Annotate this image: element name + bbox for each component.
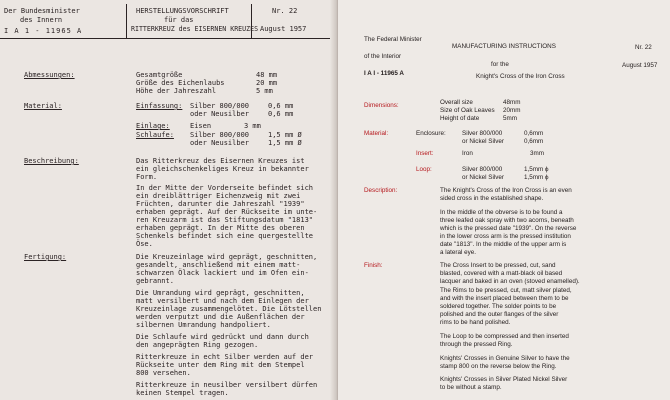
material-value: 3mm: [530, 150, 544, 157]
text-line: Früchten, darunter die Jahreszahl "1939": [136, 200, 305, 208]
document-type: HERSTELLUNGSVORSCHRIFT: [136, 7, 229, 15]
document-date: August 1957: [260, 25, 307, 33]
issuer-line-2: des Innern: [20, 16, 63, 24]
header-divider: [126, 4, 127, 38]
text-line: gebrannt.: [136, 277, 174, 285]
section-label-abmessungen: Abmessungen:: [24, 71, 75, 79]
document-date: August 1957: [622, 62, 658, 69]
section-label-fertigung: Fertigung:: [24, 253, 67, 261]
dimension-value: 48mm: [503, 99, 521, 106]
text-line: 800 versehen.: [136, 369, 191, 377]
subject-title: RITTERKREUZ des EISERNEN KREUZES: [131, 25, 259, 33]
text-line: Ritterkreuze in echt Silber werden auf der: [136, 353, 314, 361]
text-line: ein dreiblättriger Eichenzweig mit zwei: [136, 192, 301, 200]
english-page: [338, 0, 670, 400]
text-line: erhaben geprägt. Auf der Rückseite im unte-: [136, 208, 318, 216]
text-line: Knights' Crosses in Genuine Silver to have the: [440, 355, 570, 362]
text-line: erhaben geprägt. In der Mitte des oberen: [136, 224, 305, 232]
text-line: and with the insert placed between them to be: [440, 295, 569, 302]
material-value: 0,6mm: [524, 130, 544, 137]
header-bottom-rule: [0, 38, 338, 39]
dimension-value: 20mm: [503, 107, 521, 114]
einfassung-label: Einfassung:: [136, 102, 183, 110]
section-label-finish: Finish:: [364, 262, 383, 269]
material-value: 1,5 mm Ø: [268, 131, 302, 139]
text-line: Form.: [136, 173, 158, 181]
section-label-material: Material:: [364, 130, 389, 137]
dimension-value: 48 mm: [256, 71, 278, 79]
dimension-value: 20 mm: [256, 79, 278, 87]
text-line: Rückseite unter dem Ring mit dem Stempel: [136, 361, 305, 369]
text-line: Öse.: [136, 240, 153, 248]
subject-title: Knight's Cross of the Iron Cross: [476, 73, 565, 80]
text-line: Schenkels befindet sich eine quergestellte: [136, 232, 314, 240]
dimension-name: Overall size: [440, 99, 473, 106]
text-line: rims to be hand polished.: [440, 319, 511, 326]
text-line: ren Kreuzarm ist das Stiftungsdatum "1813": [136, 216, 314, 224]
text-line: schwarzen Ölack lackiert und im Ofen ein-: [136, 269, 309, 277]
material-name: oder Neusilber: [190, 139, 250, 147]
document-number: Nr. 22: [635, 44, 652, 51]
material-value: 0,6 mm: [268, 102, 294, 110]
einlage-label: Einlage:: [136, 122, 170, 130]
material-value: 0,6 mm: [268, 110, 294, 118]
document-number: Nr. 22: [272, 7, 298, 15]
material-value: 1,5mm ϕ: [524, 174, 549, 181]
dimension-name: Size of Oak Leaves: [440, 107, 495, 114]
reference-number: I A I - 11965 A: [364, 70, 404, 77]
text-line: to be without a stamp.: [440, 384, 502, 391]
material-value: 1,5 mm Ø: [268, 139, 302, 147]
text-line: Kreuzeinlage zusammengelötet. Die Lötstellen: [136, 305, 322, 313]
text-line: through the pressed Ring.: [440, 341, 513, 348]
dimension-name: Höhe der Jahreszahl: [136, 87, 217, 95]
material-name: oder Neusilber: [190, 110, 250, 118]
text-line: gesandelt, anschließend mit einem matt-: [136, 261, 301, 269]
insert-label: Insert:: [416, 150, 434, 157]
text-line: in the lower cross arm is the pressed institution: [440, 233, 571, 240]
text-line: Die Umrandung wird geprägt, geschnitten,: [136, 289, 305, 297]
material-value: 0,6mm: [524, 138, 544, 145]
material-name: Eisen: [190, 122, 212, 130]
text-line: date "1813". In the middle of the upper arm is: [440, 241, 567, 248]
text-line: Das Ritterkreuz des Eisernen Kreuzes ist: [136, 157, 305, 165]
text-line: silbernen Umrandung handpoliert.: [136, 321, 271, 329]
section-label-beschreibung: Beschreibung:: [24, 157, 79, 165]
text-line: keinen Stempel tragen.: [136, 389, 229, 397]
reference-number: I A 1 - 11965 A: [4, 27, 83, 35]
material-name: or Nickel Silver: [462, 174, 504, 181]
text-line: matt versilbert und nach dem Einlegen der: [136, 297, 309, 305]
document-type: MANUFACTURING INSTRUCTIONS: [452, 43, 556, 50]
loop-label: Loop:: [416, 166, 432, 173]
material-name: Silber 800/000: [190, 102, 250, 110]
dimension-value: 5 mm: [256, 87, 273, 95]
section-label-description: Description:: [364, 187, 398, 194]
text-line: Knights' Crosses in Silver Plated Nickel Silver: [440, 376, 568, 383]
text-line: Ritterkreuze in neusilber versilbert dürfen: [136, 381, 318, 389]
dimension-name: Größe des Eichenlaubs: [136, 79, 225, 87]
issuer-line-2: of the Interior: [364, 53, 402, 60]
material-value: 1,5mm ϕ: [524, 166, 549, 173]
text-line: In the middle of the obverse is to be found a: [440, 209, 563, 216]
for-label: for the: [491, 61, 509, 68]
text-line: stamp 800 on the reverse below the Ring.: [440, 363, 557, 370]
material-value: 3 mm: [244, 122, 261, 130]
material-name: Silver 800/000: [462, 130, 503, 137]
enclosure-label: Enclosure:: [416, 130, 446, 137]
for-label: für das: [164, 16, 194, 24]
text-line: werden verputzt und die Außenflächen der: [136, 313, 305, 321]
dimension-name: Height of date: [440, 115, 480, 122]
text-line: Die Kreuzeinlage wird geprägt, geschnitten,: [136, 253, 318, 261]
section-label-dimensions: Dimensions:: [364, 102, 399, 109]
text-line: ein gleichschenkeliges Kreuz in bekannter: [136, 165, 309, 173]
text-line: The Rims to be pressed, cut, matt silver plated,: [440, 287, 572, 294]
material-name: Silber 800/000: [190, 131, 250, 139]
text-line: The Cross Insert to be pressed, cut, sand: [440, 262, 556, 269]
text-line: polished and the outer flanges of the silver: [440, 311, 559, 318]
text-line: In der Mitte der Vorderseite befindet sich: [136, 184, 314, 192]
text-line: soldered together. The solder points to be: [440, 303, 557, 310]
material-name: Iron: [462, 150, 473, 157]
dimension-name: Gesamtgröße: [136, 71, 183, 79]
text-line: which is the pressed date "1939". On the reverse: [440, 225, 577, 232]
text-line: sided cross in the established shape.: [440, 195, 544, 202]
dimension-value: 5mm: [503, 115, 517, 122]
material-name: Silver 800/000: [462, 166, 503, 173]
text-line: blasted, covered with a matt-black oil based: [440, 270, 563, 277]
issuer-line-1: The Federal Minister: [364, 36, 422, 43]
text-line: a lateral eye.: [440, 249, 477, 256]
text-line: lacquer and baked in an oven (stoved enamelled).: [440, 278, 580, 285]
text-line: The Knight's Cross of the Iron Cross is an even: [440, 187, 572, 194]
schlaufe-label: Schlaufe:: [136, 131, 174, 139]
text-line: three leafed oak spray with two acorns, beneath: [440, 217, 574, 224]
issuer-line-1: Der Bundesminister: [4, 7, 80, 15]
text-line: Die Schlaufe wird gedrückt und dann durch: [136, 333, 309, 341]
text-line: den angeprägten Ring gezogen.: [136, 341, 259, 349]
text-line: The Loop to be compressed and then inserted: [440, 333, 569, 340]
section-label-material: Material:: [24, 102, 62, 110]
material-name: or Nickel Silver: [462, 138, 504, 145]
